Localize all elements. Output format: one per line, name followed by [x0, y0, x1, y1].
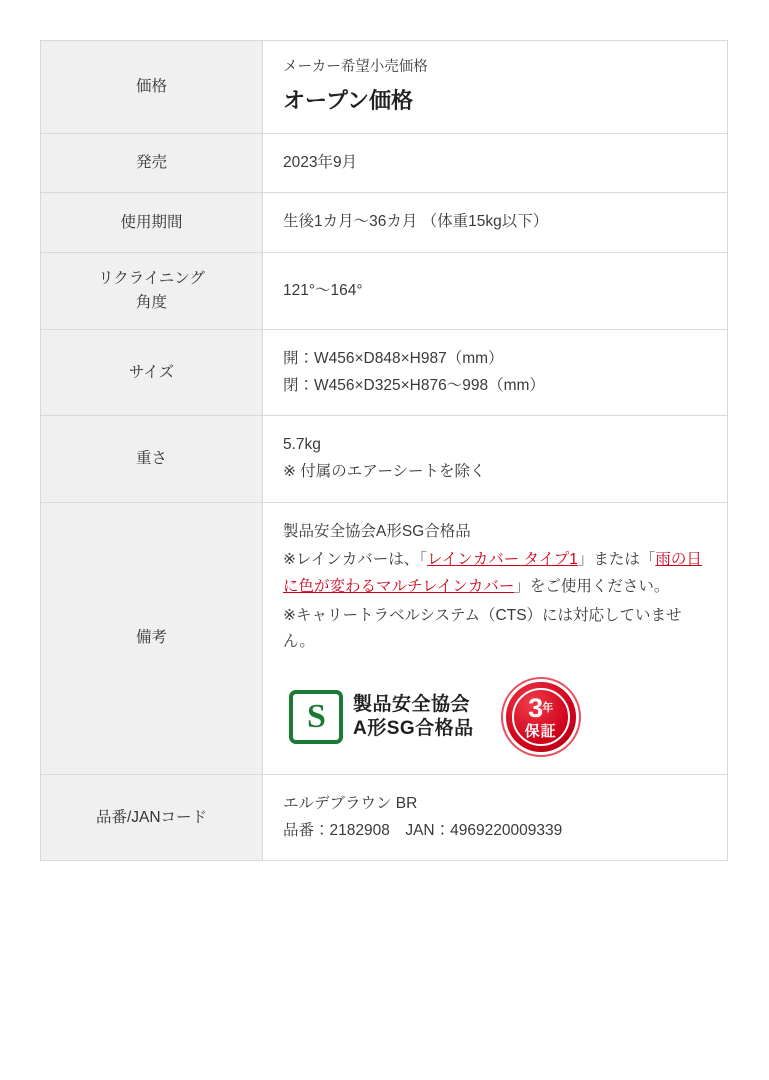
- raincover-text-c: は「: [624, 551, 656, 569]
- size-closed: 閉：W456×D325×H876〜998（mm）: [283, 376, 545, 394]
- sg-badge: [289, 690, 474, 744]
- table-row: [41, 775, 728, 861]
- raincover-type1-link[interactable]: レインカバー タイプ1: [426, 551, 578, 569]
- row-header-release: 発売: [41, 133, 263, 193]
- price-msrp-label: メーカー希望小売価格: [283, 59, 428, 75]
- price-value: オープン価格: [283, 87, 414, 113]
- multi-raincover-link[interactable]: 雨の日に色が変わるマルチレインカバー: [283, 551, 702, 596]
- row-header-usage-period: 使用期間: [41, 193, 263, 253]
- recline-angle: 121°〜164°: [283, 281, 363, 299]
- row-value-price: [263, 41, 728, 134]
- raincover-text-b: 」また: [577, 551, 625, 569]
- row-header-size: サイズ: [41, 330, 263, 416]
- usage-period: 生後1カ月〜36カ月 （体重15kg以下）: [283, 213, 549, 231]
- table-row: [41, 253, 728, 330]
- remarks-raincover-line: [283, 547, 707, 600]
- sg-mark-letter: S: [307, 698, 325, 735]
- row-value-size: [263, 330, 728, 416]
- table-row: [41, 330, 728, 416]
- weight-note: ※ 付属のエアーシートを除く: [283, 463, 486, 481]
- row-header-recline-angle: [41, 253, 263, 330]
- remarks-sg-line: 製品安全協会A形SG合格品: [283, 522, 471, 540]
- release-date: 2023年9月: [283, 153, 358, 171]
- warranty-unit: 年: [542, 701, 554, 714]
- row-value-remarks: [263, 502, 728, 774]
- row-header-weight: 重さ: [41, 416, 263, 502]
- row-value-release: [263, 133, 728, 193]
- warranty-badge-icon: [498, 682, 584, 752]
- row-value-weight: [263, 416, 728, 502]
- warranty-number: 3: [528, 693, 543, 723]
- raincover-text-d: 」をご使用ください。: [514, 578, 670, 596]
- recline-header-line1: リクライニング: [98, 270, 205, 288]
- color-name: エルデブラウン BR: [283, 795, 418, 812]
- table-row: [41, 193, 728, 253]
- table-row: [41, 502, 728, 774]
- warranty-number-row: [525, 695, 557, 722]
- row-value-usage-period: [263, 193, 728, 253]
- row-header-price: 価格: [41, 41, 263, 134]
- warranty-text: [525, 695, 557, 739]
- row-value-model-jan: [263, 775, 728, 861]
- model-jan-code: 品番：2182908 JAN：4969220009339: [283, 821, 563, 839]
- remarks-cts-line: ※キャリートラベルシステム（CTS）には対応していません。: [283, 606, 682, 651]
- sg-text-line1: 製品安全協会: [353, 694, 471, 716]
- table-row: [41, 41, 728, 134]
- row-header-remarks: 備考: [41, 502, 263, 774]
- size-open: 開：W456×D848×H987（mm）: [283, 350, 504, 368]
- raincover-text-a: ※レインカバーは、「: [283, 551, 427, 569]
- row-header-model-jan: 品番/JANコード: [41, 775, 263, 861]
- product-spec-table: [40, 40, 728, 861]
- table-row: [41, 416, 728, 502]
- weight-value: 5.7kg: [283, 436, 321, 454]
- sg-text-line2: A形SG合格品: [353, 718, 474, 739]
- row-value-recline-angle: [263, 253, 728, 330]
- table-row: [41, 133, 728, 193]
- warranty-label: 保証: [524, 723, 557, 740]
- sg-badge-text: [353, 693, 474, 741]
- certification-badges: [283, 682, 707, 752]
- sg-mark-icon: [289, 690, 343, 744]
- recline-header-line2: 角度: [135, 294, 167, 312]
